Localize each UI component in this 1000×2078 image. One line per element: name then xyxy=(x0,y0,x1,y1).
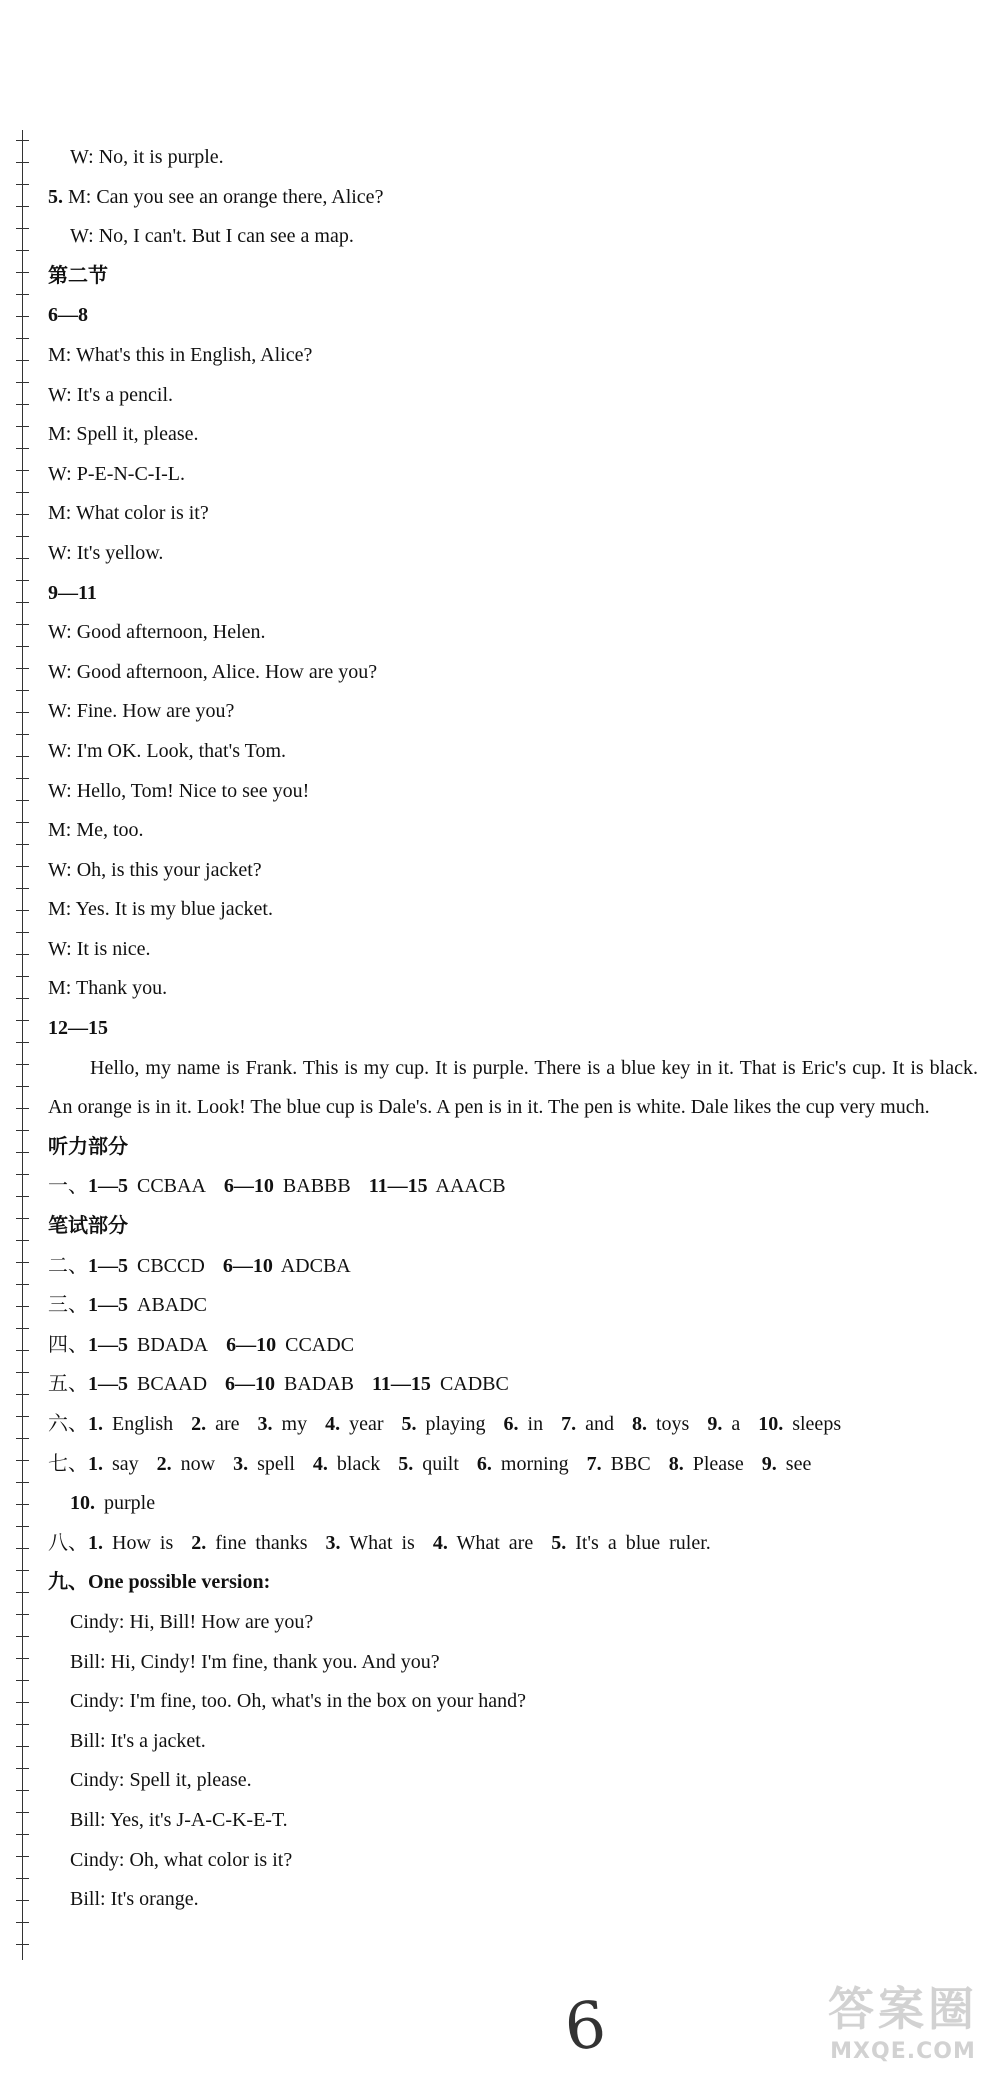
answer-line xyxy=(48,1326,978,1366)
section-9-title xyxy=(48,1563,978,1603)
item-answer: now xyxy=(180,1452,216,1475)
dialog-line: M: What's this in English, Alice? xyxy=(48,343,313,366)
binding-tick xyxy=(16,1724,29,1725)
item-answer: say xyxy=(112,1452,139,1475)
item-answer: purple xyxy=(104,1492,156,1515)
binding-tick xyxy=(16,558,29,559)
item-number: 3. xyxy=(325,1531,341,1554)
item-answer: fine thanks xyxy=(215,1531,308,1554)
binding-tick xyxy=(16,1394,29,1395)
item-answer: black xyxy=(336,1452,381,1475)
dialog-line: Bill: Yes, it's J-A-C-K-E-T. xyxy=(70,1808,288,1831)
binding-tick xyxy=(16,140,29,141)
dialog-line-5: 5. M: Can you see an orange there, Alice? xyxy=(48,185,384,208)
binding-tick xyxy=(16,1350,29,1351)
range-label: 6—10 xyxy=(226,1333,277,1356)
dialog-line: Bill: It's orange. xyxy=(70,1888,199,1911)
answer-line xyxy=(48,1365,978,1405)
answer-line xyxy=(48,1286,978,1326)
item-answer: What is xyxy=(349,1531,415,1554)
watermark-url: MXQE.COM xyxy=(830,2039,976,2064)
answer-key: AAACB xyxy=(435,1175,506,1198)
dialog-line: W: It is nice. xyxy=(48,937,151,960)
dialog-line: Bill: Hi, Cindy! I'm fine, thank you. And you? xyxy=(70,1650,440,1673)
item-answer: toys xyxy=(655,1413,690,1435)
item-answer: It's a blue ruler. xyxy=(575,1531,711,1554)
binding-tick xyxy=(16,1108,29,1109)
binding-tick xyxy=(16,426,29,427)
item-number: 2. xyxy=(191,1531,207,1554)
binding-tick xyxy=(16,1526,29,1527)
item-answer: in xyxy=(527,1413,544,1435)
dialog-line: W: It's a pencil. xyxy=(48,383,174,406)
binding-tick xyxy=(16,316,29,317)
binding-tick xyxy=(16,294,29,295)
item-number: 8. xyxy=(631,1413,647,1435)
item-number: 1. xyxy=(88,1452,103,1475)
binding-tick xyxy=(16,228,29,229)
item-number: 1. xyxy=(88,1531,103,1554)
range-label: 11—15 xyxy=(372,1373,431,1396)
answer-key: CBCCD xyxy=(137,1254,205,1277)
binding-tick xyxy=(16,866,29,867)
section-id: 四、 xyxy=(48,1333,88,1356)
handwritten-page-number: 6 xyxy=(561,1988,610,2066)
block-label: 9—11 xyxy=(48,581,97,604)
answer-line-continued xyxy=(48,1484,978,1524)
section-id: 七、 xyxy=(48,1452,88,1475)
binding-tick xyxy=(16,624,29,625)
item-number: 7. xyxy=(586,1452,602,1475)
binding-tick xyxy=(16,1746,29,1747)
binding-tick xyxy=(16,1680,29,1681)
answer-line xyxy=(48,1167,978,1207)
item-number: 4. xyxy=(325,1413,341,1435)
item-answer: sleeps xyxy=(792,1413,842,1435)
binding-tick xyxy=(16,690,29,691)
item-answer: a xyxy=(731,1413,741,1435)
item-answer: spell xyxy=(257,1452,295,1475)
block-label: 6—8 xyxy=(48,304,88,327)
dialog-line: Cindy: Spell it, please. xyxy=(70,1769,252,1792)
range-label: 6—10 xyxy=(223,1175,274,1198)
dialog-line: W: Fine. How are you? xyxy=(48,700,235,723)
binding-tick xyxy=(16,1262,29,1263)
answer-key: ABADC xyxy=(137,1294,208,1317)
binding-tick xyxy=(16,1372,29,1373)
range-label: 1—5 xyxy=(88,1175,128,1198)
range-label: 1—5 xyxy=(88,1333,128,1356)
binding-tick xyxy=(16,1900,29,1901)
section-id: 五、 xyxy=(48,1373,88,1396)
item-number: 3. xyxy=(233,1452,249,1475)
item-number: 9. xyxy=(707,1413,723,1435)
item-number: 5. xyxy=(398,1452,414,1475)
section-id: 二、 xyxy=(48,1254,88,1277)
item-number: 5. xyxy=(401,1413,417,1435)
item-answer: and xyxy=(585,1413,614,1435)
range-label: 1—5 xyxy=(88,1373,128,1396)
dialog-line: Cindy: Oh, what color is it? xyxy=(70,1848,293,1871)
item-answer: playing xyxy=(425,1413,486,1435)
dialog-line: W: No, I can't. But I can see a map. xyxy=(70,225,354,248)
dialog-line: M: Spell it, please. xyxy=(48,423,199,446)
written-title: 笔试部分 xyxy=(48,1215,128,1238)
item-answer: What are xyxy=(456,1531,534,1554)
binding-tick xyxy=(16,1944,29,1945)
dialog-line: Cindy: I'm fine, too. Oh, what's in the box on your hand? xyxy=(70,1690,527,1713)
answer-key: CADBC xyxy=(439,1373,509,1396)
section-id: 一、 xyxy=(48,1175,88,1198)
binding-tick xyxy=(16,536,29,537)
binding-tick xyxy=(16,998,29,999)
question-number: 5. xyxy=(48,185,63,208)
item-number: 5. xyxy=(551,1531,567,1554)
binding-tick xyxy=(16,1306,29,1307)
dialog-line: Bill: It's a jacket. xyxy=(70,1729,206,1752)
dialog-line: M: Yes. It is my blue jacket. xyxy=(48,898,273,921)
section-9-heading: One possible version: xyxy=(88,1571,271,1594)
binding-tick xyxy=(16,1922,29,1923)
binding-tick xyxy=(16,382,29,383)
binding-tick xyxy=(16,272,29,273)
range-label: 6—10 xyxy=(225,1373,276,1396)
binding-tick xyxy=(16,712,29,713)
answer-line xyxy=(48,1524,978,1564)
item-answer: How is xyxy=(112,1531,174,1554)
binding-tick xyxy=(16,184,29,185)
binding-tick xyxy=(16,250,29,251)
binding-tick xyxy=(16,1086,29,1087)
answers-section-7 xyxy=(48,1445,978,1524)
binding-tick xyxy=(16,1592,29,1593)
dialog-line: M: Me, too. xyxy=(48,819,144,842)
binding-tick xyxy=(16,1504,29,1505)
binding-tick xyxy=(16,1218,29,1219)
binding-tick xyxy=(16,910,29,911)
answer-page xyxy=(48,138,978,1920)
binding-tick xyxy=(16,206,29,207)
item-number: 2. xyxy=(156,1452,172,1475)
binding-tick xyxy=(16,1020,29,1021)
watermark-logo: 答案圈 xyxy=(828,1982,978,2036)
item-answer: are xyxy=(215,1413,240,1435)
binding-tick xyxy=(16,1284,29,1285)
dialog-line: Cindy: Hi, Bill! How are you? xyxy=(70,1610,314,1633)
binding-tick xyxy=(16,1174,29,1175)
section-id: 六、 xyxy=(48,1413,88,1435)
binding-tick xyxy=(16,360,29,361)
section-title: 第二节 xyxy=(48,264,108,287)
binding-tick xyxy=(16,1702,29,1703)
binding-tick xyxy=(16,1196,29,1197)
binding-tick xyxy=(16,668,29,669)
answer-line xyxy=(48,1405,978,1445)
binding-tick xyxy=(16,1570,29,1571)
item-answer: see xyxy=(785,1452,812,1475)
item-number: 7. xyxy=(561,1413,577,1435)
binding-tick xyxy=(16,1416,29,1417)
item-answer: Please xyxy=(692,1452,744,1475)
dialog-line: M: What color is it? xyxy=(48,502,209,525)
binding-tick xyxy=(16,646,29,647)
binding-tick xyxy=(16,1856,29,1857)
binding-tick xyxy=(16,932,29,933)
item-answer: year xyxy=(349,1413,384,1435)
binding-tick xyxy=(16,1768,29,1769)
binding-tick xyxy=(16,778,29,779)
dialog-line: W: It's yellow. xyxy=(48,541,164,564)
range-label: 11—15 xyxy=(368,1175,428,1198)
item-answer: BBC xyxy=(610,1452,651,1475)
item-number: 1. xyxy=(88,1413,103,1435)
listening-title: 听力部分 xyxy=(48,1135,128,1158)
item-number: 4. xyxy=(432,1531,448,1554)
binding-tick xyxy=(16,1152,29,1153)
answer-key: BADAB xyxy=(284,1373,355,1396)
item-number: 6. xyxy=(476,1452,492,1475)
block-label: 12—15 xyxy=(48,1017,108,1040)
range-label: 6—10 xyxy=(222,1254,273,1277)
item-number: 4. xyxy=(312,1452,328,1475)
item-answer: quilt xyxy=(422,1452,459,1475)
binding-tick xyxy=(16,954,29,955)
binding-tick xyxy=(16,976,29,977)
item-answer: English xyxy=(112,1413,174,1435)
answer-key: ADCBA xyxy=(280,1254,351,1277)
section-id: 八、 xyxy=(48,1531,88,1554)
binding-tick xyxy=(16,1636,29,1637)
answer-key: BCAAD xyxy=(137,1373,208,1396)
binding-tick xyxy=(16,1812,29,1813)
site-watermark xyxy=(828,1973,978,2064)
binding-tick xyxy=(16,514,29,515)
binding-tick xyxy=(16,602,29,603)
binding-tick xyxy=(16,756,29,757)
answer-line xyxy=(48,1247,978,1287)
binding-tick xyxy=(16,470,29,471)
binding-tick xyxy=(16,1790,29,1791)
dialog-line: W: P-E-N-C-I-L. xyxy=(48,462,185,485)
answer-key: BABBB xyxy=(282,1175,351,1198)
binding-tick xyxy=(16,1834,29,1835)
binding-tick xyxy=(16,1614,29,1615)
item-number: 9. xyxy=(761,1452,777,1475)
binding-tick xyxy=(16,1548,29,1549)
item-number: 10. xyxy=(70,1492,95,1515)
binding-tick xyxy=(16,338,29,339)
dialog-line: W: I'm OK. Look, that's Tom. xyxy=(48,739,287,762)
binding-tick xyxy=(16,1438,29,1439)
item-number: 3. xyxy=(257,1413,273,1435)
dialog-line: M: Thank you. xyxy=(48,977,168,1000)
section-id: 九、 xyxy=(48,1571,88,1594)
answer-line xyxy=(48,1445,978,1485)
range-label: 1—5 xyxy=(88,1294,128,1317)
answers-listening xyxy=(48,1167,978,1207)
binding-tick xyxy=(16,162,29,163)
binding-tick xyxy=(16,888,29,889)
item-number: 2. xyxy=(191,1413,207,1435)
binding-tick xyxy=(16,1130,29,1131)
binding-tick xyxy=(16,734,29,735)
item-number: 10. xyxy=(758,1413,784,1435)
binding-tick xyxy=(16,1042,29,1043)
binding-tick xyxy=(16,1482,29,1483)
dialog-line: W: Good afternoon, Alice. How are you? xyxy=(48,660,378,683)
answer-key: CCADC xyxy=(285,1333,355,1356)
binding-tick xyxy=(16,448,29,449)
section-id: 三、 xyxy=(48,1294,88,1317)
answers-written xyxy=(48,1247,978,1405)
binding-tick xyxy=(16,492,29,493)
answers-section-6 xyxy=(48,1405,978,1445)
binding-tick xyxy=(16,1878,29,1879)
binding-tick xyxy=(16,800,29,801)
binding-tick xyxy=(16,1328,29,1329)
answer-key: BDADA xyxy=(137,1333,209,1356)
binding-tick xyxy=(16,822,29,823)
item-number: 8. xyxy=(668,1452,684,1475)
dialog-line: W: No, it is purple. xyxy=(70,146,224,168)
dialog-line: W: Oh, is this your jacket? xyxy=(48,858,262,881)
answers-section-8 xyxy=(48,1524,978,1564)
answer-key: CCBAA xyxy=(137,1175,206,1198)
item-answer: morning xyxy=(500,1452,569,1475)
dialog-line: W: Hello, Tom! Nice to see you! xyxy=(48,779,310,802)
dialog-line: W: Good afternoon, Helen. xyxy=(48,621,266,644)
binding-tick xyxy=(16,1460,29,1461)
binding-tick xyxy=(16,404,29,405)
range-label: 1—5 xyxy=(88,1254,128,1277)
binding-tick xyxy=(16,844,29,845)
binding-tick xyxy=(16,1064,29,1065)
item-answer: my xyxy=(281,1413,308,1435)
binding-tick xyxy=(16,1240,29,1241)
binding-tick xyxy=(16,1658,29,1659)
item-number: 6. xyxy=(503,1413,519,1435)
binding-tick xyxy=(16,580,29,581)
passage-paragraph: Hello, my name is Frank. This is my cup. It is purple. There is a blue key in it. That is Eric's cup. It is black. An orange is in it. Look! The blue cup is Dale's. A pen is in it. The pen is white. Dale likes the cup very much. xyxy=(48,1056,978,1119)
